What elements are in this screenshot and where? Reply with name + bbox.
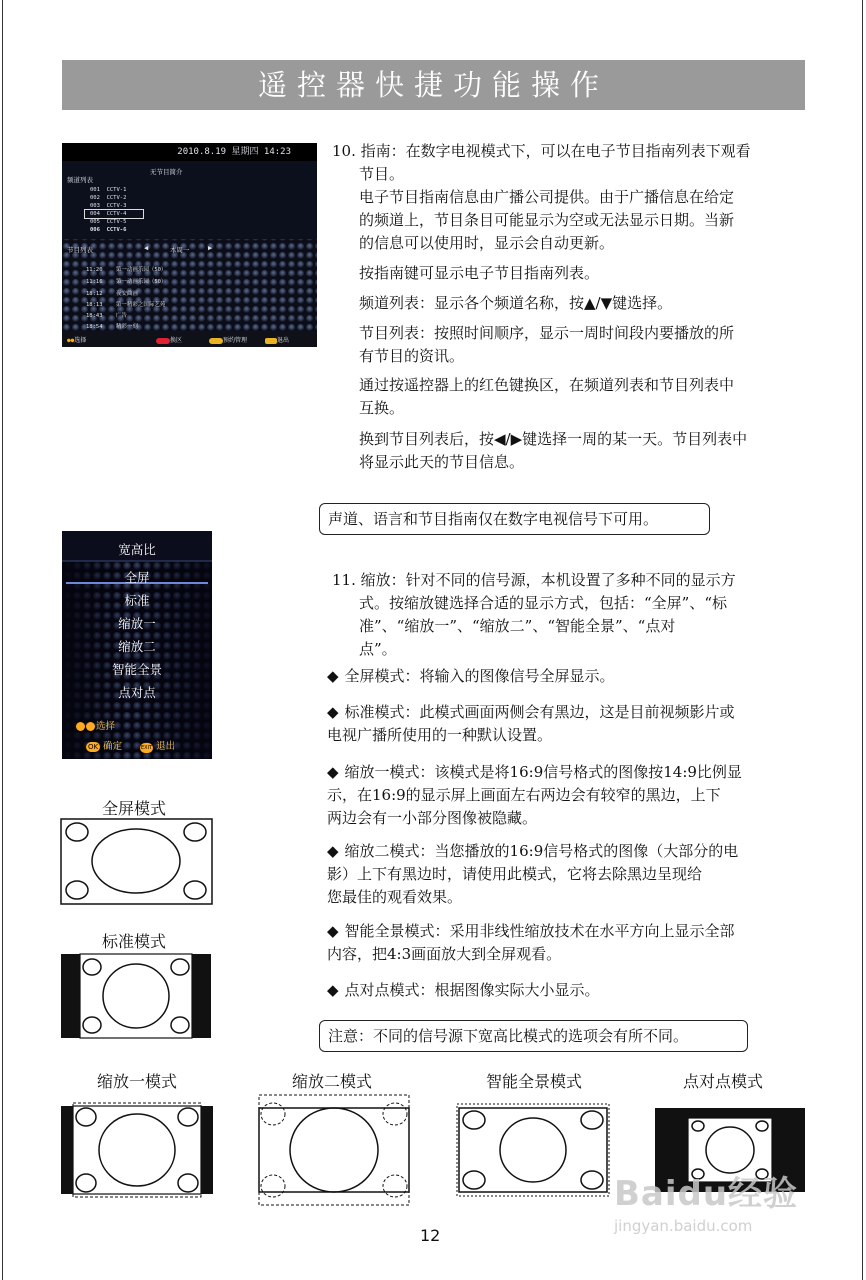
watermark-logo: Baidu经验: [614, 1174, 799, 1214]
section10-para6: 通过按遥控器上的红色键换区，在频道列表和节目列表中 互换。: [359, 376, 735, 417]
mode-label-smart: 智能全景模式: [486, 1072, 583, 1091]
epg-program[interactable]: 11:16 第一动画乐园（50）: [86, 279, 167, 285]
menu-item-zoom1[interactable]: 缩放一: [118, 616, 156, 631]
diagram-zoom1: [60, 1101, 214, 1200]
section10-para3: 按指南键可显示电子节目指南列表。: [359, 264, 600, 282]
bullet-zoom2: ◆ 缩放二模式：当您播放的16:9信号格式的图像（大部分的电 影）上下有黑边时，请使用此模式，它将去除黑边呈现给 您最佳的观看效果。: [327, 842, 739, 906]
mode-label-standard: 标准模式: [102, 932, 167, 951]
epg-program[interactable]: 11:20 第一动画乐园（50）: [86, 267, 167, 273]
diagram-standard: [60, 953, 212, 1039]
section10-para4: 频道列表：显示各个频道名称，按▲/▼键选择。: [359, 294, 673, 312]
menu-item-zoom2[interactable]: 缩放二: [118, 639, 156, 654]
diamond-bullet-icon: ◆: [327, 763, 339, 781]
baidu-watermark: [614, 1166, 798, 1235]
aspect-ratio-menu: [62, 531, 212, 759]
epg-screen: [62, 143, 317, 347]
diagram-smart: [456, 1103, 610, 1197]
section10-note: 声道、语言和节目指南仅在数字电视信号下可用。: [319, 503, 710, 535]
menu-hint-confirm: OK 确定: [88, 741, 123, 752]
bullet-zoom1: ◆ 缩放一模式：该模式是将16:9信号格式的图像按14:9比例显 示，在16:9的显示屏上画面左右两边会有较窄的黑边，上下 两边会有一小部分图像被隐藏。: [327, 763, 742, 827]
epg-channel[interactable]: 002 CCTV-2: [90, 195, 127, 201]
diamond-bullet-icon: ◆: [327, 842, 339, 860]
epg-channel[interactable]: 003 CCTV-3: [90, 203, 127, 209]
diamond-bullet-icon: ◆: [327, 922, 339, 940]
mode-label-fullscreen: 全屏模式: [102, 799, 167, 818]
epg-program[interactable]: 18:12 夜安曲画: [86, 291, 138, 297]
section10-para7: 换到节目列表后，按◀/▶键选择一周的某一天。节目列表中 将显示此天的节目信息。: [359, 430, 748, 471]
epg-heading: 无节目简介: [150, 168, 183, 176]
epg-day-next-icon[interactable]: ▶: [208, 244, 213, 252]
epg-channel[interactable]: 004 CCTV-4: [90, 211, 127, 217]
bullet-fullscreen: ◆ 全屏模式：将输入的图像信号全屏显示。: [327, 667, 615, 685]
section10-para2: 电子节目指南信息由广播公司提供。由于广播信息在给定 的频道上，节目条目可能显示为空或无法显示日期。当新 的信息可以使用时，显示会自动更新。: [359, 188, 735, 252]
mode-label-zoom2: 缩放二模式: [292, 1072, 373, 1091]
page-border-right: [862, 0, 863, 1280]
epg-footer-schedule: 预约管理: [209, 335, 247, 344]
diamond-bullet-icon: ◆: [327, 981, 339, 999]
up-key-icon: [76, 722, 85, 731]
epg-footer-swap: 换区: [156, 335, 182, 344]
epg-program[interactable]: 18:54 精彩一刻: [86, 324, 138, 330]
menu-hint-select: 选择: [76, 718, 115, 732]
bullet-smart: ◆ 智能全景模式：采用非线性缩放技术在水平方向上显示全部 内容，把4:3画面放大到全屏观看。: [327, 922, 735, 963]
epg-footer-exit: 退出: [265, 335, 289, 344]
menu-hint-exit: EXIT 退出: [141, 741, 176, 752]
epg-footer-select: ●●选择: [67, 337, 87, 344]
diagram-zoom2: [256, 1094, 412, 1206]
epg-channel[interactable]: 005 CCTV-5: [90, 219, 127, 225]
diagram-fullscreen: [60, 818, 214, 906]
diamond-bullet-icon: ◆: [327, 703, 339, 721]
epg-program-list-label: 节目列表: [67, 246, 93, 254]
down-key-icon: [86, 722, 95, 731]
watermark-url: jingyan.baidu.com: [614, 1217, 753, 1235]
diamond-bullet-icon: ◆: [327, 667, 339, 685]
menu-item-standard[interactable]: 标准: [124, 593, 150, 608]
bullet-dot: ◆ 点对点模式：根据图像实际大小显示。: [327, 981, 600, 999]
page-number: 12: [420, 1226, 441, 1245]
menu-item-fullscreen[interactable]: 全屏: [124, 570, 150, 585]
section11-intro: 11. 缩放：针对不同的信号源，本机设置了多种不同的显示方 式。按缩放键选择合适的显示方式，包括：“全屏”、“标 准”、“缩放一”、“缩放二”、“智能全景”、“点对 点”。: [332, 571, 736, 658]
menu-item-smart[interactable]: 智能全景: [111, 662, 162, 677]
epg-program[interactable]: 18:43 广告: [86, 313, 127, 319]
section10-para1: 10. 指南：在数字电视模式下，可以在电子节目指南列表下观看 节目。: [332, 142, 751, 183]
section10-para5: 节目列表：按照时间顺序，显示一周时间段内要播放的所 有节目的资讯。: [359, 324, 735, 365]
menu-title: 宽高比: [118, 542, 156, 557]
epg-datetime: 2010.8.19 星期四 14:23: [62, 143, 317, 161]
epg-day-prev-icon[interactable]: ◀: [144, 244, 149, 252]
epg-program[interactable]: 18:13 第一精彩之国际艺苑: [86, 302, 166, 308]
epg-channel[interactable]: 006 CCTV-6: [90, 227, 127, 233]
mode-label-dot: 点对点模式: [683, 1072, 764, 1091]
epg-channel[interactable]: 001 CCTV-1: [90, 187, 127, 193]
ok-key-icon: OK: [88, 743, 99, 751]
bullet-standard: ◆ 标准模式：此模式画面两侧会有黑边，这是目前视频影片或 电视广播所使用的一种默认设置。: [327, 703, 735, 744]
menu-item-dot[interactable]: 点对点: [118, 685, 156, 700]
section11-note: 注意：不同的信号源下宽高比模式的选项会有所不同。: [319, 1020, 748, 1052]
mode-label-zoom1: 缩放一模式: [97, 1072, 178, 1091]
exit-key-icon: EXIT: [141, 745, 153, 751]
page-border-left: [2, 0, 3, 1280]
page-title: 遥控器快捷功能操作: [62, 60, 805, 110]
epg-day: 本周一: [170, 246, 190, 254]
epg-channel-list-label: 频道列表: [67, 176, 93, 184]
